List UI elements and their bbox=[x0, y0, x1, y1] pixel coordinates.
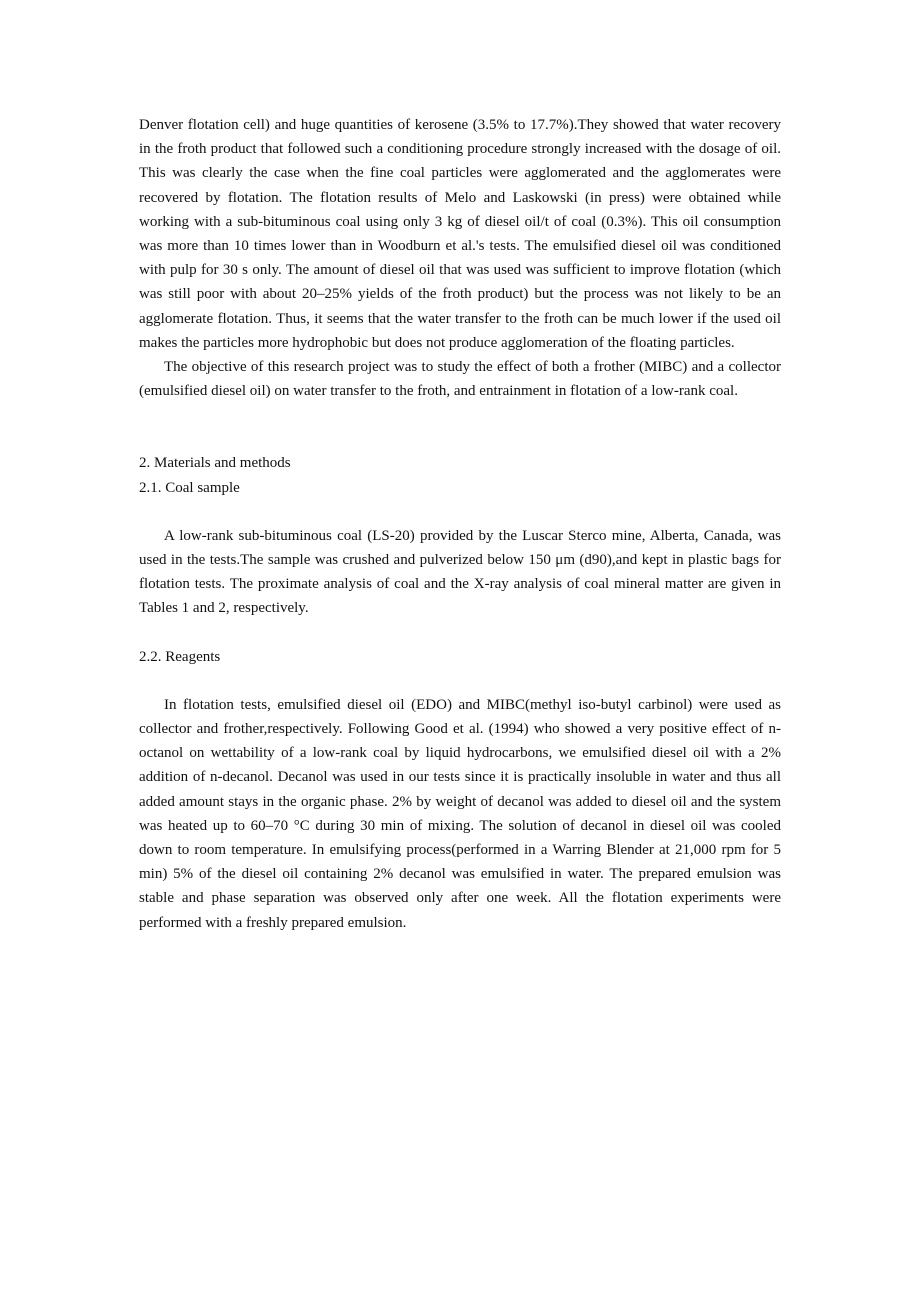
paragraph-coal-sample: A low-rank sub-bituminous coal (LS-20) provided by the Luscar Sterco mine, Alberta, Canada, was used in the tests.The sample was crushed and pulverized below 150 μm (d90),and kept in plastic bags for flotation tests. The proximate analysis of coal and the X-ray analysis of coal mineral matter are given in Tables 1 and 2, respectively. bbox=[139, 527, 781, 617]
paragraph-objective: The objective of this research project was to study the effect of both a frother (MIBC) and a collector (emulsified diesel oil) on water transfer to the froth, and entrainment in flotation of a low-rank coal. bbox=[139, 359, 781, 400]
section-heading-materials-methods: 2. Materials and methods bbox=[139, 455, 291, 472]
spacer bbox=[139, 621, 781, 645]
spacer bbox=[139, 669, 781, 693]
subsection-heading-reagents: 2.2. Reagents bbox=[139, 648, 221, 665]
page-content bbox=[139, 113, 781, 935]
paragraph-continuation: Denver flotation cell) and huge quantities of kerosene (3.5% to 17.7%).They showed that water recovery in the froth product that followed such a conditioning procedure strongly increased with the dosage of oil. This was clearly the case when the fine coal particles were agglomerated and the agglomerates were recovered by flotation. The flotation results of Melo and Laskowski (in press) were obtained while working with a sub-bituminous coal using only 3 kg of diesel oil/t of coal (0.3%). This oil consumption was more than 10 times lower than in Woodburn et al.'s tests. The emulsified diesel oil was conditioned with pulp for 30 s only. The amount of diesel oil that was used was sufficient to improve flotation (which was still poor with about 20–25% yields of the froth product) but the process was not likely to be an agglomerate flotation. Thus, it seems that the water transfer to the froth can be much lower if the used oil makes the particles more hydrophobic but does not produce agglomeration of the floating particles. bbox=[139, 117, 781, 351]
subsection-heading-coal-sample: 2.1. Coal sample bbox=[139, 479, 240, 496]
paragraph-reagents: In flotation tests, emulsified diesel oil (EDO) and MIBC(methyl iso-butyl carbinol) were used as collector and frother,respectively. Following Good et al. (1994) who showed a very positive effect of n-octanol on wettability of a low-rank coal by liquid hydrocarbons, we emulsified diesel oil with a 2% addition of n-decanol. Decanol was used in our tests since it is practically insoluble in water and thus all added amount stays in the organic phase. 2% by weight of decanol was added to diesel oil and the system was heated up to 60–70 °C during 30 min of mixing. The solution of decanol in diesel oil was cooled down to room temperature. In emulsifying process(performed in a Warring Blender at 21,000 rpm for 5 min) 5% of the diesel oil containing 2% decanol was emulsified in water. The prepared emulsion was stable and phase separation was observed only after one week. All the flotation experiments were performed with a freshly prepared emulsion. bbox=[139, 696, 781, 931]
spacer bbox=[139, 403, 781, 451]
spacer bbox=[139, 500, 781, 524]
